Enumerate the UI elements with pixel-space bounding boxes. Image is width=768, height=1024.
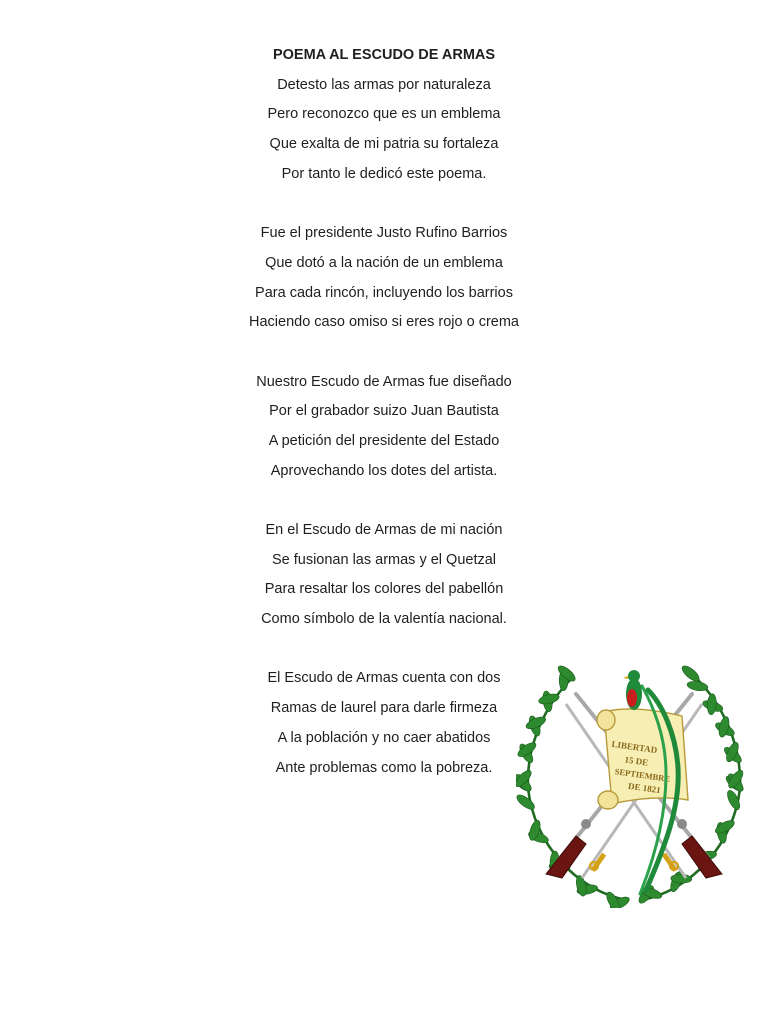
scroll-roll-bottom <box>598 791 618 809</box>
quetzal-chest <box>627 689 637 707</box>
rifle-lock-left <box>581 819 591 829</box>
poem-line: Aprovechando los dotes del artista. <box>270 462 498 479</box>
scroll-text-line: 15 DE <box>623 754 649 768</box>
poem-line: Se fusionan las armas y el Quetzal <box>271 551 497 568</box>
poem-line: Por el grabador suizo Juan Bautista <box>269 403 499 420</box>
laurel-leaf <box>575 875 588 897</box>
poem-line: Para cada rincón, incluyendo los barrios <box>255 284 513 301</box>
scroll-text-line: SEPTIEMBRE <box>614 766 671 784</box>
poem-line: Que exalta de mi patria su fortaleza <box>269 136 499 153</box>
scroll-roll-top <box>597 710 615 730</box>
laurel-leaf <box>538 692 561 706</box>
laurel-leaf <box>707 693 717 715</box>
stanza-gap <box>0 341 768 371</box>
laurel-leaf <box>680 664 702 684</box>
laurel-leaf <box>516 792 537 812</box>
rifle-stock-right <box>682 836 722 878</box>
poem-title: POEMA AL ESCUDO DE ARMAS <box>272 47 496 63</box>
stanza-gap <box>0 638 768 668</box>
quetzal-beak <box>623 676 628 679</box>
poem-line: Haciendo caso omiso si eres rojo o crema <box>249 314 519 331</box>
stanza-gap <box>0 489 768 519</box>
poem-line: Para resaltar los colores del pabellón <box>264 581 504 598</box>
poem-line: Ramas de laurel para darle firmeza <box>270 700 498 717</box>
poem-line: Pero reconozco que es un emblema <box>267 106 501 123</box>
poem-line: Como símbolo de la valentía nacional. <box>261 611 507 628</box>
stanza-gap <box>0 192 768 222</box>
poem-line: Fue el presidente Justo Rufino Barrios <box>260 225 508 242</box>
rifle-lock-right <box>677 819 687 829</box>
quetzal-head <box>628 670 640 682</box>
poem-line: Por tanto le dedicó este poema. <box>281 165 487 182</box>
poem-line: El Escudo de Armas cuenta con dos <box>267 670 501 687</box>
scroll-text-line: LIBERTAD <box>610 738 658 756</box>
poem-line: En el Escudo de Armas de mi nación <box>265 522 503 538</box>
poem-line: Ante problemas como la pobreza. <box>275 759 493 776</box>
parchment-scroll <box>597 709 688 809</box>
poem-line: A petición del presidente del Estado <box>268 432 500 449</box>
coat-of-arms-emblem <box>516 664 752 908</box>
poem-line: Nuestro Escudo de Armas fue diseñado <box>256 373 512 390</box>
poem-line: Detesto las armas por naturaleza <box>277 76 491 93</box>
poem-line: Que dotó a la nación de un emblema <box>265 254 503 271</box>
scroll-text-line: DE 1821 <box>627 780 662 796</box>
laurel-leaf <box>686 680 708 692</box>
poem-line: A la población y no caer abatidos <box>277 729 491 746</box>
